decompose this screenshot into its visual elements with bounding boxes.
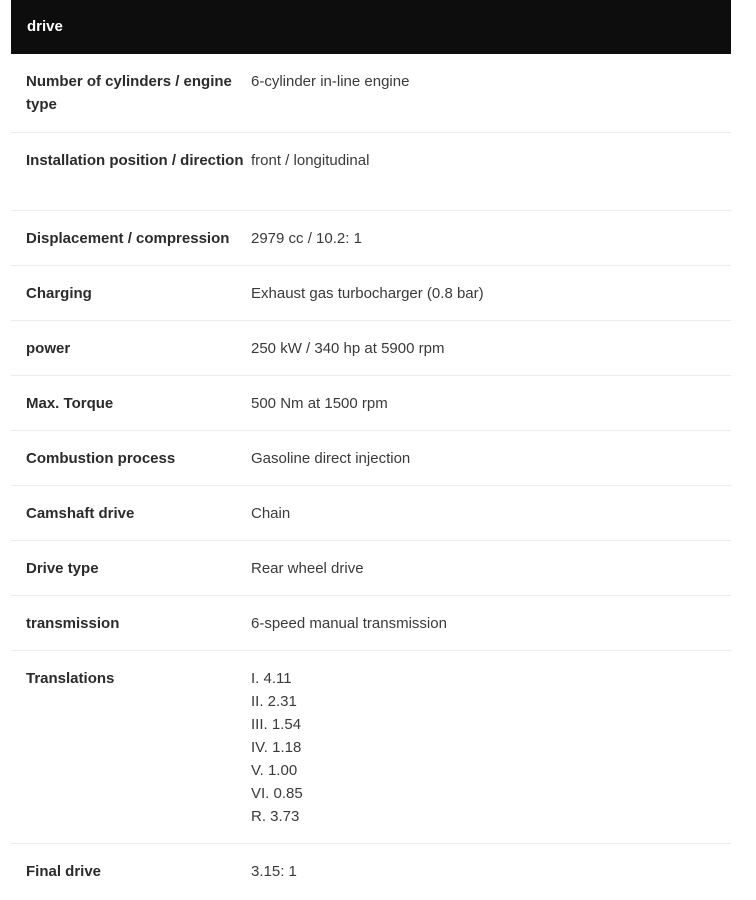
row-label: Final drive [26,863,102,880]
row-label: power [26,340,71,357]
row-value: 6-cylinder in-line engine [251,73,410,90]
table-row [11,486,731,541]
row-value: front / longitudinal [251,152,370,169]
gear-ratio: VI. 0.85 [251,785,303,802]
row-value: 500 Nm at 1500 rpm [251,395,388,412]
section-header: drive [11,0,731,54]
table-row [11,651,731,844]
row-value-list [251,667,731,843]
table-row [11,211,731,266]
row-value: 250 kW / 340 hp at 5900 rpm [251,340,445,357]
row-label: Combustion process [26,450,176,467]
gear-ratio: IV. 1.18 [251,739,302,756]
row-label: Displacement / compression [26,230,230,247]
row-value: Exhaust gas turbocharger (0.8 bar) [251,285,484,302]
spec-table [11,0,731,894]
gear-ratio: III. 1.54 [251,716,302,733]
table-row [11,596,731,651]
row-label: Camshaft drive [26,505,135,522]
table-row [11,431,731,486]
table-row [11,844,731,894]
table-row [11,541,731,596]
table-row [11,266,731,321]
row-value: Rear wheel drive [251,560,364,577]
row-label: Max. Torque [26,395,114,412]
row-label: Installation position / direction [26,152,244,169]
row-value: 2979 cc / 10.2: 1 [251,230,362,247]
row-value: Gasoline direct injection [251,450,411,467]
row-value: Chain [251,505,291,522]
row-label: Drive type [26,560,99,577]
gear-ratio: I. 4.11 [251,670,292,687]
table-row [11,133,731,211]
table-row [11,321,731,376]
gear-ratio: II. 2.31 [251,693,297,710]
row-label: Translations [26,670,115,687]
table-row [11,54,731,133]
row-value: 3.15: 1 [251,863,297,880]
row-value: 6-speed manual transmission [251,615,447,632]
row-label: Charging [26,285,92,302]
row-label: transmission [26,615,120,632]
gear-ratio: V. 1.00 [251,762,298,779]
table-row [11,376,731,431]
row-label: Number of cylinders / engine type [26,73,232,113]
gear-ratio: R. 3.73 [251,808,300,825]
